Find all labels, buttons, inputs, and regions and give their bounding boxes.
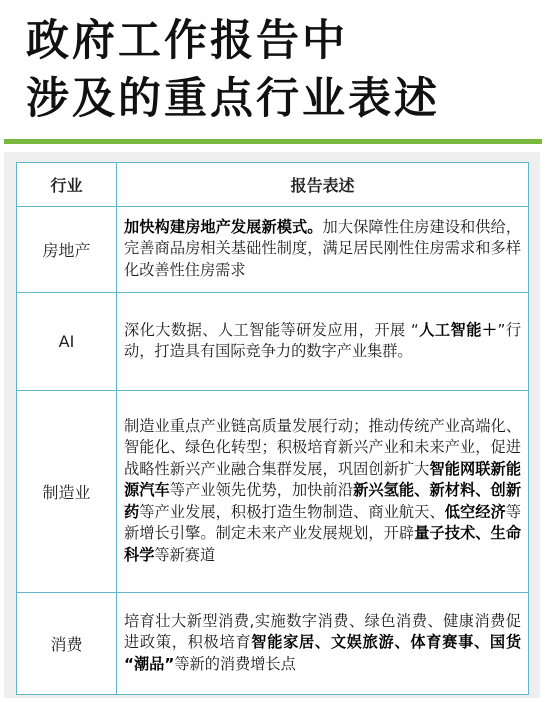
statement-highlight: 新兴氢能、新材料、创新药 [124,481,522,521]
table-row [17,593,529,695]
industry-cell: 制造业 [17,391,117,593]
industry-cell: 消费 [17,593,117,695]
statement-highlight: 智能网联新能源汽车 [124,459,522,500]
table-row [17,207,529,293]
industry-cell: 房地产 [17,207,117,293]
statement-text: 等产业发展，积极打造生物制造、商业航天、 [139,502,445,521]
industry-cell: AI [17,293,117,391]
table-header-row [17,163,529,207]
header-statement: 报告表述 [117,163,529,207]
industry-table [16,162,529,695]
statement-highlight: 低空经济 [444,502,506,521]
page-title [26,12,536,128]
statement-highlight: 智能家居、文娱旅游、体育赛事、国货 “潮品” [124,633,522,673]
statement-text: 等新的消费增长点 [174,654,296,673]
statement-text: ”行动，打造具有国际竞争力的数字产业集群。 [124,320,522,360]
statement-text: 制造业重点产业链高质量发展行动；推动传统产业高端化、智能化、绿色化转型；积极培育新兴产业和未来产业，促进战略性新兴产业融合集群发展，巩固创新扩大 [124,416,521,478]
statement-text: 培育壮大新型消费,实施数字消费、绿色消费、健康消费促进政策，积极培育 [124,611,521,652]
statement-highlight: 量子技术、生命科学 [124,524,522,564]
statement-text: 深化大数据、人工智能等研发应用，开展 “ [124,320,419,339]
statement-cell [117,293,529,391]
statement-cell [117,391,529,593]
statement-text: 等新赛道 [154,545,216,564]
table-row [17,391,529,593]
statement-text: 等产业领先优势，加快前沿 [169,481,354,500]
title-line-1: 政府工作报告中 [26,16,348,66]
statement-highlight: 人工智能＋ [418,320,498,339]
statement-highlight: 加快构建房地产发展新模式。 [124,217,323,236]
table-row [17,293,529,391]
statement-cell [117,593,529,695]
statement-text: 等新增长引擎。制定未来产业发展规划，开辟 [124,502,522,543]
title-underline [4,139,542,144]
statement-cell [117,207,529,293]
title-line-2: 涉及的重点行业表述 [26,74,440,124]
statement-text: 加大保障性住房建设和供给，完善商品房相关基础性制度，满足居民刚性住房需求和多样化改善性住房需求 [124,217,522,279]
header-industry: 行业 [17,163,117,207]
